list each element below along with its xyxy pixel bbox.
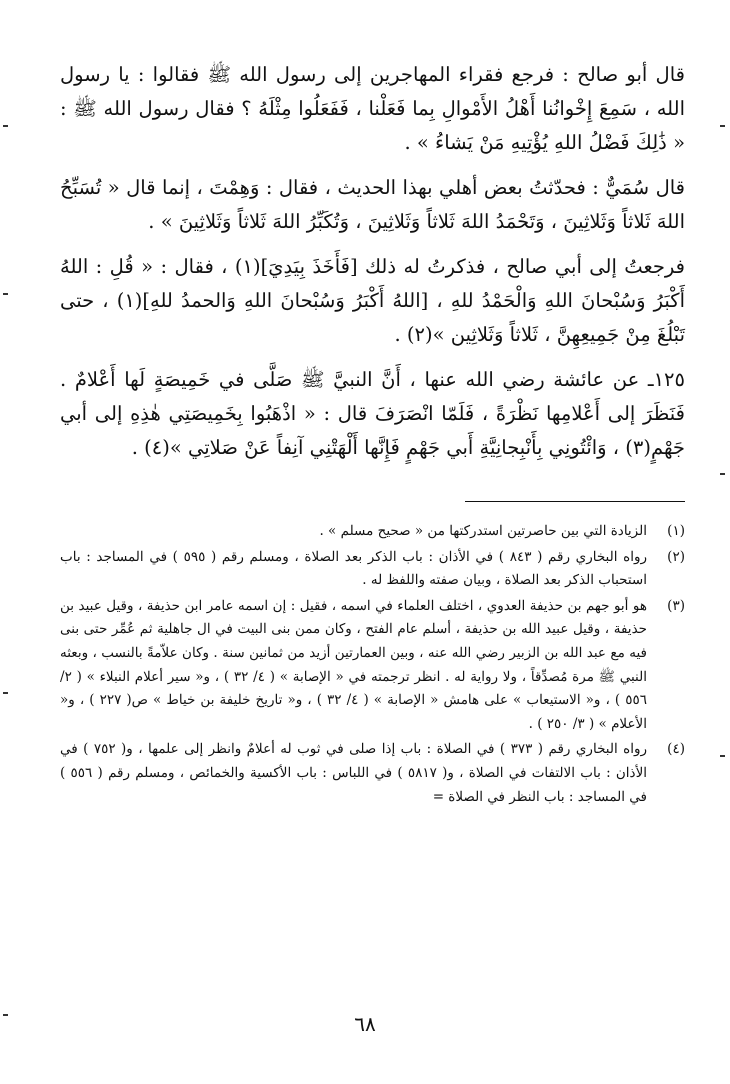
footnotes <box>60 520 685 809</box>
footnote-text: الزيادة التي بين حاصرتين استدركتها من « صحيح مسلم » . <box>319 523 647 539</box>
footnote-text: رواه البخاري رقم ( ٨٤٣ ) في الأذان : باب الذكر بعد الصلاة ، ومسلم رقم ( ٥٩٥ ) في المساجد : باب استحباب الذكر بعد الصلاة ، وبيان صفته واللفظ له . <box>60 548 647 589</box>
scan-mark <box>3 1014 8 1016</box>
paragraph-hadith-125: ١٢٥ـ عن عائشة رضي الله عنها ، أَنَّ النبيَّ ﷺ صَلَّى في خَمِيصَةٍ لَها أَعْلامٌ . فَنَظَرَ إلى أَعْلامِها نَظْرَةً ، فَلَمّا انْصَرَفَ قال : « اذْهَبُوا بِخَمِيصَتِي هٰذِهِ إلى أبي جَهْمٍ(٣) ، وَائْتُونِي بِأَنْبِجانِيَّةِ أَبي جَهْمٍ فَإِنَّها أَلْهَتْنِي آنِفاً عَنْ صَلاتِي »(٤) . <box>60 368 685 459</box>
scan-mark <box>720 755 725 757</box>
scan-mark <box>720 473 725 475</box>
page-number: ٦٨ <box>354 1012 376 1036</box>
paragraph-abu-salih: قال أبو صالح : فرجع فقراء المهاجرين إلى رسول الله ﷺ فقالوا : يا رسول الله ، سَمِعَ إِخْوانُنا أَهْلُ الأَمْوالِ بِما فَعَلْنا ، فَفَعَلُوا مِثْلَهُ ؟ فقال رسول الله ﷺ : « ذَٰلِكَ فَضْلُ اللهِ يُؤْتِيهِ مَنْ يَشاءُ » . <box>60 63 685 154</box>
footnote-number: (١) <box>667 523 685 539</box>
footnote-number: (٣) <box>667 597 685 614</box>
footnote-number: (٤) <box>667 741 685 758</box>
paragraph-sumayy: قال سُمَيٌّ : فحدّثتُ بعض أهلي بهذا الحديث ، فقال : وَهِمْتَ ، إنما قال « تُسَبِّحُ اللهَ ثَلاثاً وَثَلاثِينَ ، وَتَحْمَدُ اللهَ ثَلاثاً وَثَلاثِينَ ، وَتُكَبِّرُ اللهَ ثَلاثاً وَثَلاثِينَ » . <box>60 176 685 233</box>
footnote-item <box>60 595 685 737</box>
footnote-number: (٢) <box>667 548 685 565</box>
scan-mark <box>720 125 725 127</box>
footnote-divider <box>465 501 685 502</box>
footnote-text: رواه البخاري رقم ( ٣٧٣ ) في الصلاة : باب إذا صلى في ثوب له أعلامٌ وانظر إلى علمها ، و( ٧٥٢ ) في الأذان : باب الالتفات في الصلاة ، و( ٥٨١٧ ) في اللباس : باب الأكسية والخمائص ، ومسلم رقم ( ٥٥٦ ) في المساجد : باب النظر في الصلاة = <box>60 741 648 805</box>
book-page <box>60 58 685 809</box>
footnote-text: هو أبو جهم بن حذيفة العدوي ، اختلف العلماء في اسمه ، فقيل : إن اسمه عامر ابن حذيفة ، وقيل عبيد بن حذيفة ، وقيل عبيد الله بن حذيفة ، أسلم عام الفتح ، وكان ممن بنى البيت في ال جاهلية ثم عُمِّر حتى بنى فيه مع عبد الله بن الزبير رضي الله عنه ، وبين العمارتين أزيد من ثمانين سنة . وكان علاّمةً بالنسب ، وبعثه النبي ﷺ مرة مُصدِّقاً ، ولا رواية له . انظر ترجمته في « الإصابة » ( ٤/ ٣٢ ) ، و« سير أعلام النبلاء » ( ٢/ ٥٥٦ ) ، و« الاستيعاب » على هامش « الإصابة » ( ٤/ ٣٢ ) ، و« تاريخ خليفة بن خياط » ص( ٢٢٧ ) ، و« الأعلام » ( ٣/ ٢٥٠ ) . <box>60 597 647 732</box>
scan-mark <box>3 293 8 295</box>
main-text <box>60 58 685 465</box>
scan-mark <box>3 125 8 127</box>
scan-mark <box>3 692 8 694</box>
footnote-item <box>60 546 685 593</box>
footnote-item <box>60 738 685 809</box>
footnote-item <box>60 520 685 544</box>
paragraph-return: فرجعتُ إلى أبي صالح ، فذكرتُ له ذلك [فَأَخَذَ بِيَدِيَ](١) ، فقال : « قُلِ : اللهُ أَكْبَرُ وَسُبْحانَ اللهِ وَالْحَمْدُ للهِ ، [اللهُ أَكْبَرُ وَسُبْحانَ اللهِ وَالحمدُ للهِ](١) ، حتى تَبْلُغَ مِنْ جَمِيعِهِنَّ ، ثَلاثاً وَثَلاثِين »(٢) . <box>60 255 685 346</box>
